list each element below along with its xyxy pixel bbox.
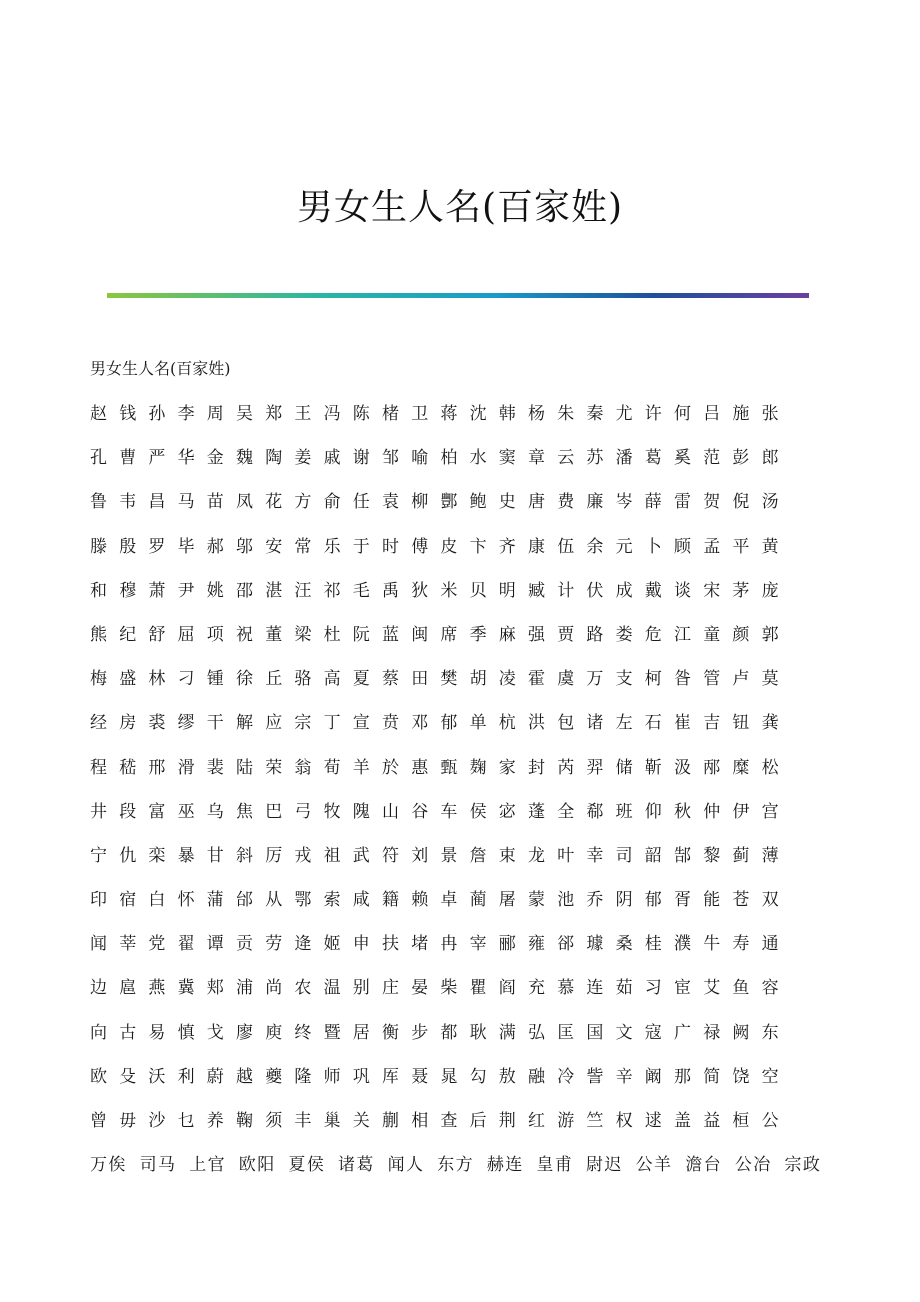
surname-line: 孔曹严华金魏陶姜戚谢邹喻柏水窦章云苏潘葛奚范彭郎 (90, 448, 791, 469)
surname-line: 滕殷罗毕郝邬安常乐于时傅皮卞齐康伍余元卜顾孟平黄 (90, 536, 791, 557)
surname-line: 鲁韦昌马苗凤花方俞任袁柳酆鲍史唐费廉岑薛雷贺倪汤 (90, 492, 791, 513)
surname-line: 熊纪舒屈项祝董梁杜阮蓝闽席季麻强贾路娄危江童颜郭 (90, 624, 791, 645)
surname-line: 梅盛林刁锺徐丘骆高夏蔡田樊胡凌霍虞万支柯昝管卢莫 (90, 669, 791, 690)
title-divider (107, 293, 809, 298)
surname-line: 向古易慎戈廖庾终暨居衡步都耿满弘匡国文寇广禄阙东 (90, 1022, 791, 1043)
surname-line: 曾毋沙乜养鞠须丰巢关蒯相查后荆红游竺权逑盖益桓公 (90, 1111, 791, 1131)
surname-line: 和穆萧尹姚邵湛汪祁毛禹狄米贝明臧计伏成戴谈宋茅庞 (90, 580, 791, 601)
surname-line: 印宿白怀蒲邰从鄂索咸籍赖卓蔺屠蒙池乔阴郁胥能苍双 (90, 890, 791, 911)
surname-line: 赵钱孙李周吴郑王冯陈楮卫蒋沈韩杨朱秦尤许何吕施张 (90, 404, 791, 424)
surname-line: 闻莘党翟谭贡劳逄姬申扶堵冉宰郦雍郤璩桑桂濮牛寿通 (90, 934, 791, 955)
surname-line: 井段富巫乌焦巴弓牧隗山谷车侯宓蓬全郗班仰秋仲伊宫 (90, 801, 791, 822)
surname-line: 欧殳沃利蔚越夔隆师巩厍聂晁勾敖融冷訾辛阚那简饶空 (90, 1066, 791, 1087)
surname-line: 程嵇邢滑裴陆荣翁荀羊於惠甄麹家封芮羿储靳汲邴糜松 (90, 757, 791, 778)
section-heading: 男女生人名(百家姓) (90, 359, 231, 378)
document-title: 男女生人名(百家姓) (296, 187, 624, 228)
surname-line: 边扈燕冀郏浦尚农温别庄晏柴瞿阎充慕连茹习宦艾鱼容 (90, 978, 791, 999)
compound-surname-line: 万俟 司马 上官 欧阳 夏侯 诸葛 闻人 东方 赫连 皇甫 尉迟 公羊 澹台 公冶 宗政 (90, 1155, 822, 1176)
surname-line: 宁仇栾暴甘斜厉戎祖武符刘景詹束龙叶幸司韶郜黎蓟薄 (90, 845, 791, 866)
surname-list (90, 400, 830, 1195)
surname-line: 经房裘缪干解应宗丁宣贲邓郁单杭洪包诸左石崔吉钮龚 (90, 713, 791, 734)
